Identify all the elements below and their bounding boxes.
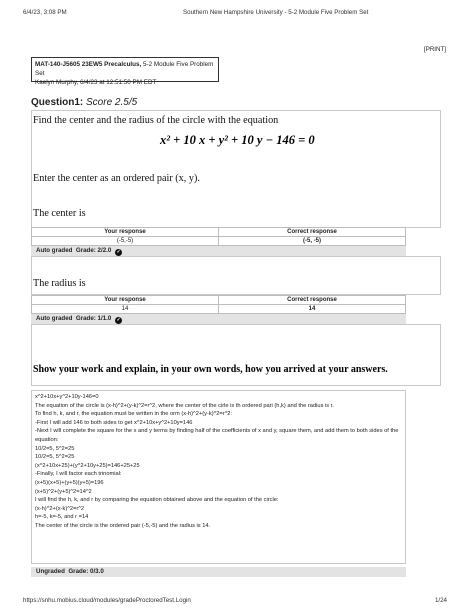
print-page-title: Southern New Hampshire University - 5-2 Module Five Problem Set	[183, 9, 369, 16]
your-response-header: Your response	[32, 296, 219, 305]
work-line: I will find the h, k, and r by comparing the equation obtained above and the equation of the circle:	[35, 497, 279, 504]
work-line: (x-h)^2+(x-k)^2=r^2	[35, 505, 85, 512]
work-line: h=-5, k=-5, and r =14	[35, 514, 89, 521]
assignment-info-box	[31, 57, 219, 86]
question-score: Score 2.5/5	[86, 97, 138, 108]
work-grade-row	[31, 567, 406, 577]
radius-grade-row	[31, 314, 406, 324]
question-title	[31, 97, 137, 108]
student-work-response	[31, 390, 406, 564]
radius-label: The radius is	[33, 278, 86, 289]
grade-type: Auto graded	[36, 315, 73, 322]
work-line: -First I will add 146 to both sides to get x^2+10x+y^2+10y=146	[35, 419, 193, 426]
question-prompt: Find the center and the radius of the circle with the equation	[33, 115, 279, 126]
print-link[interactable]: [PRINT]	[423, 46, 446, 53]
grade-value: Grade: 2/2.0	[75, 247, 112, 254]
print-footer-url: https://snhu.mobius.cloud/modules/gradeProctoredTest.Login	[23, 597, 191, 604]
grade-type: Auto graded	[36, 247, 73, 254]
work-line: (x+5)^2+(y+5)^2=14^2	[35, 488, 92, 495]
correct-response-header: Correct response	[219, 228, 406, 237]
question-panel-part2	[31, 256, 441, 295]
work-line: -Next I will complete the square for the x and y terms by finding half of the coefficients of x and y, square them, and add them to both sides of the equation:	[35, 428, 399, 443]
radius-your-response: 14	[32, 305, 219, 314]
work-line: x^2+10x+y^2+10y-146=0	[35, 394, 99, 400]
correct-response-header: Correct response	[219, 296, 406, 305]
work-line: -Finally, I will factor each trinomial:	[35, 471, 122, 478]
show-work-prompt: Show your work and explain, in your own words, how you arrived at your answers.	[33, 364, 388, 375]
work-line: To find h, k, and r, the equation must be written in the orm (x-h)^2+(y-k)^2=r^2:	[35, 411, 233, 418]
print-datetime: 6/4/23, 3:08 PM	[23, 9, 67, 16]
center-correct-response: (-5, -5)	[219, 237, 406, 246]
work-line: 10/2=5, 5^2=25	[35, 445, 75, 452]
work-line: The center of the circle is the ordered pair (-5,-5) and the radius is 14.	[35, 522, 211, 529]
work-line: The equation of the circle is (x-h)^2+(y-k)^2=r^2, where the center of the cirle is th ordered pari (h,k) and the radius is r.	[35, 402, 334, 409]
work-line: (x^2+10x+25)+(y^2+10y+25)=146+25+25	[35, 462, 140, 469]
radius-correct-response: 14	[219, 305, 406, 314]
center-grade-row	[31, 246, 406, 256]
grade-value: Grade: 0/3.0	[68, 568, 104, 575]
center-your-response: (-5,-5)	[32, 237, 219, 246]
check-circle-icon: ✓	[116, 249, 121, 255]
question-panel-part3	[31, 324, 441, 386]
grade-type: Ungraded	[36, 568, 65, 575]
circle-equation: x² + 10 x + y² + 10 y − 146 = 0	[160, 133, 315, 147]
radius-response-table	[31, 295, 406, 314]
work-line: (x+5)(x+5)+(y+5)(y+5)=196	[35, 479, 104, 486]
question-panel-part1	[31, 110, 441, 228]
center-response-table	[31, 227, 406, 246]
question-label: Question1:	[31, 97, 84, 108]
check-circle-icon: ✓	[116, 317, 121, 323]
center-instruction: Enter the center as an ordered pair (x, y).	[33, 173, 200, 184]
work-line: 10/2=5, 5^2=25	[35, 454, 75, 461]
course-name: MAT-140-J5605 23EW5 Precalculus,	[35, 61, 142, 68]
assignment-name: 5-2 Module Five Problem Set	[35, 61, 214, 77]
print-page-number: 1/24	[434, 597, 447, 604]
grade-value: Grade: 1/1.0	[75, 315, 112, 322]
student-line: Kaelyn Murphy, 6/4/23 at 12:51:50 PM EDT	[35, 79, 157, 86]
your-response-header: Your response	[32, 228, 219, 237]
center-label: The center is	[33, 208, 86, 219]
